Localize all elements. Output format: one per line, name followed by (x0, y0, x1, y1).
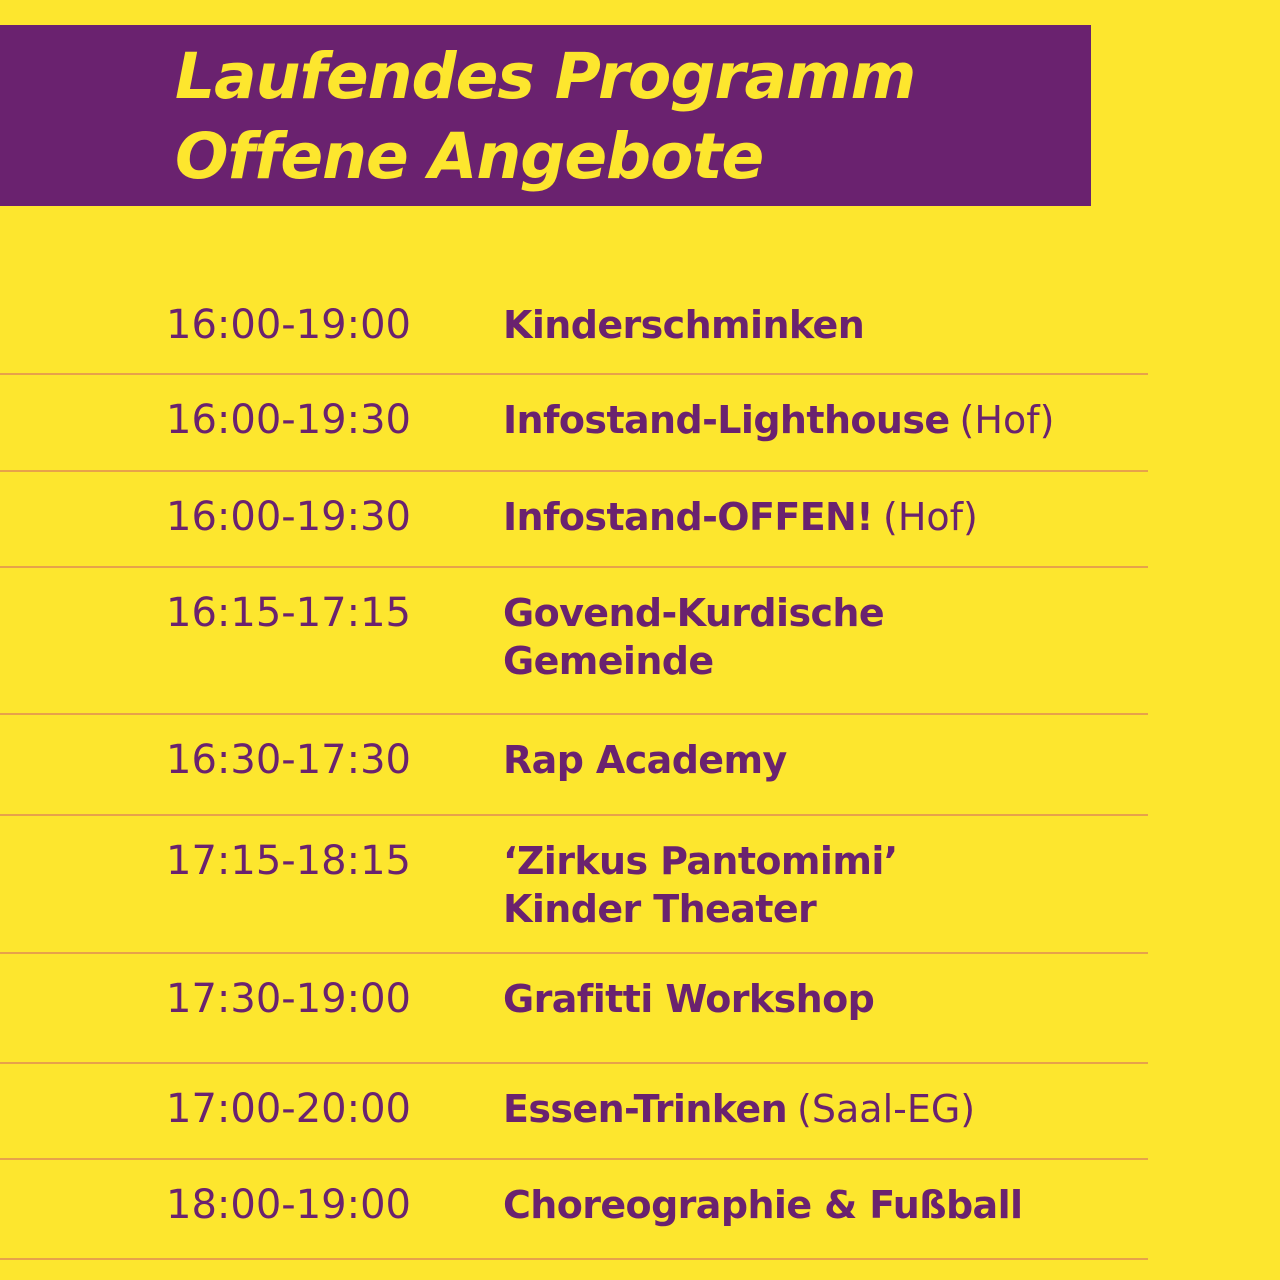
schedule-row (0, 375, 1148, 472)
event-name (503, 301, 864, 349)
schedule-row (0, 816, 1148, 954)
event-title: Infostand-Lighthouse (503, 398, 950, 442)
time-slot: 17:30-19:00 (166, 976, 411, 1022)
schedule-row (0, 1160, 1148, 1260)
page-title: Laufendes Programm (175, 40, 916, 113)
schedule-row (0, 954, 1148, 1064)
event-title: Kinderschminken (503, 303, 865, 347)
event-name (503, 837, 898, 933)
event-name (503, 736, 787, 784)
time-slot: 16:30-17:30 (166, 737, 411, 783)
event-name (503, 1085, 975, 1133)
event-location: (Hof) (959, 398, 1055, 442)
event-title: Infostand-OFFEN! (503, 495, 873, 539)
event-name (503, 589, 884, 685)
event-title: Grafitti Workshop (503, 977, 875, 1021)
event-name (503, 1181, 1022, 1229)
event-title: Govend-Kurdische (503, 591, 885, 635)
event-name (503, 493, 978, 541)
event-name (503, 975, 874, 1023)
schedule-row (0, 715, 1148, 816)
schedule-list (0, 280, 1148, 1260)
event-title-line2: Gemeinde (503, 639, 714, 683)
time-slot: 16:15-17:15 (166, 590, 411, 636)
page-subtitle: Offene Angebote (175, 120, 764, 193)
event-location: (Hof) (883, 495, 978, 539)
event-location: (Saal-EG) (797, 1087, 976, 1131)
event-title: Choreographie & Fußball (503, 1183, 1023, 1227)
time-slot: 17:00-20:00 (166, 1086, 411, 1132)
schedule-row (0, 568, 1148, 715)
header-banner (0, 25, 1091, 206)
schedule-row (0, 280, 1148, 375)
time-slot: 18:00-19:00 (166, 1182, 411, 1228)
time-slot: 17:15-18:15 (166, 838, 411, 884)
event-title: Essen-Trinken (503, 1087, 788, 1131)
event-title: Rap Academy (503, 738, 787, 782)
event-title-line2: Kinder Theater (503, 887, 817, 931)
schedule-row (0, 472, 1148, 568)
event-title: ‘Zirkus Pantomimi’ (503, 839, 898, 883)
time-slot: 16:00-19:30 (166, 494, 411, 540)
time-slot: 16:00-19:00 (166, 302, 411, 348)
schedule-row (0, 1064, 1148, 1160)
time-slot: 16:00-19:30 (166, 397, 411, 443)
event-name (503, 396, 1054, 444)
